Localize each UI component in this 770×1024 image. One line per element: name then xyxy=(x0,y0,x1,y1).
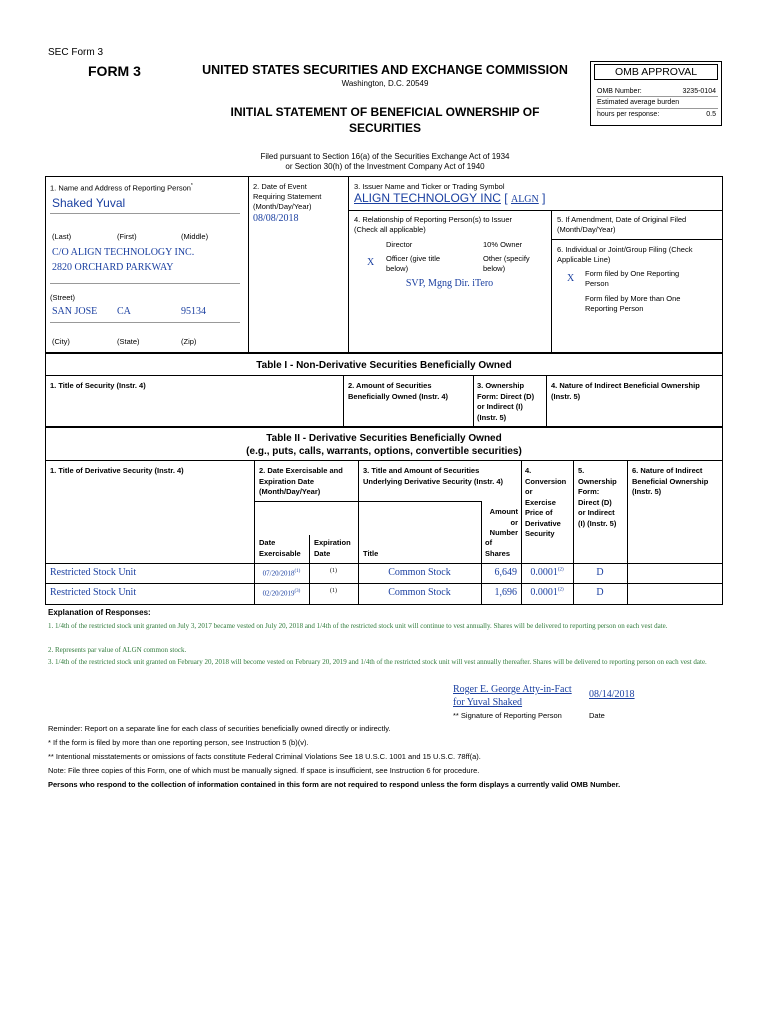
omb-hours: 0.5 xyxy=(706,111,716,118)
state-value: CA xyxy=(117,306,131,317)
other-option-line1: Other (specify xyxy=(483,254,530,263)
table-2-sub-title: Title xyxy=(363,549,379,558)
instruction-note-2: ** Intentional misstatements or omissions of facts constitute Federal Criminal Violations See 18 U.S.C. 1001 and 15 U.S.C. 78ff(a). xyxy=(48,752,481,761)
table-2-sub-date-exercisable: Date Exercisable xyxy=(259,538,301,558)
joint-filing-label2: Applicable Line) xyxy=(557,255,611,264)
table-2-sub-amount: Amount or Number xyxy=(489,507,518,537)
table-1-title: Table I - Non-Derivative Securities Beneficially Owned xyxy=(256,360,512,371)
zip-value: 95134 xyxy=(181,306,206,317)
state-label: (State) xyxy=(117,337,140,346)
row1-shares: 6,649 xyxy=(494,567,517,578)
table-2-sub-amount-cont: of Shares xyxy=(485,538,511,558)
address-line2: 2820 ORCHARD PARKWAY xyxy=(52,262,174,273)
omb-number: 3235-0104 xyxy=(682,88,716,95)
table-2-title2: (e.g., puts, calls, warrants, options, convertible securities) xyxy=(246,446,522,457)
event-date-label1: 2. Date of Event xyxy=(253,182,307,191)
middle-label: (Middle) xyxy=(181,232,209,241)
row1-form: D xyxy=(596,567,604,578)
signature-date-label: Date xyxy=(589,711,605,720)
omb-notice: Persons who respond to the collection of information contained in this form are not required to respond unless the form displays a currently valid OMB Number. xyxy=(48,780,621,789)
row2-shares: 1,696 xyxy=(494,587,517,598)
table-row: Restricted Stock Unit xyxy=(50,567,137,578)
signature-date: 08/14/2018 xyxy=(589,689,635,700)
table-1-col-nature: 4. Nature of Indirect Beneficial Ownership (Instr. 5) xyxy=(551,381,700,401)
instruction-note-1: * If the form is filed by more than one reporting person, see Instruction 5 (b)(v). xyxy=(48,738,309,747)
issuer-name-line: ALIGN TECHNOLOGY INC [ ALGN ] xyxy=(354,191,546,205)
officer-option-line2: below) xyxy=(386,264,409,273)
event-date-label2: Requiring Statement xyxy=(253,192,322,201)
city-label: (City) xyxy=(52,337,70,346)
table-2-col-title: 1. Title of Derivative Security (Instr. 4) xyxy=(50,466,184,475)
omb-number-label: OMB Number: xyxy=(597,88,642,95)
omb-approval-title: OMB APPROVAL xyxy=(594,64,718,80)
form-number: FORM 3 xyxy=(88,63,141,79)
table-2-col-ownership: 5. Ownership Form: Direct (D) or Indirect (I) (Instr. 5) xyxy=(578,466,617,528)
event-date-label3: (Month/Day/Year) xyxy=(253,202,312,211)
table-1-col-amount: 2. Amount of Securities Beneficially Owned (Instr. 4) xyxy=(348,381,449,401)
issuer-name: ALIGN TECHNOLOGY INC xyxy=(354,191,501,205)
row2-price: 0.0001$^{(2)}$ xyxy=(530,587,564,598)
row2-exercisable: 02/20/2019$^{(3)}$ xyxy=(262,589,301,598)
instruction-note-3: Note: File three copies of this Form, one of which must be manually signed. If space is insufficient, see Instruction 6 for procedure. xyxy=(48,766,480,775)
table-1-col-ownership: 3. Ownership Form: Direct (D) or Indirect (I) (Instr. 5) xyxy=(477,381,535,422)
officer-option-line1: Officer (give title xyxy=(386,254,441,263)
omb-burden-label: Estimated average burden xyxy=(597,99,680,106)
agency-city: Washington, D.C. 20549 xyxy=(341,79,429,88)
director-option: Director xyxy=(386,240,413,249)
multi-person-option-line1: Form filed by More than One xyxy=(585,294,681,303)
address-line1: C/O ALIGN TECHNOLOGY INC. xyxy=(52,247,195,258)
filed-pursuant-line1: Filed pursuant to Section 16(a) of the Securities Exchange Act of 1934 xyxy=(260,152,510,161)
table-2-col-nature: 6. Nature of Indirect Beneficial Ownership (Instr. 5) xyxy=(632,466,709,496)
table-2-sub-expiration: Expiration Date xyxy=(314,538,351,558)
row1-expiration: (1) xyxy=(330,568,337,574)
filed-pursuant-line2: or Section 30(h) of the Investment Company Act of 1940 xyxy=(285,162,485,171)
row2-form: D xyxy=(596,587,604,598)
row1-exercisable: 07/20/2018$^{(1)}$ xyxy=(262,569,301,578)
signature-name: Roger E. George Atty-in-Fact for Yuval Shaked xyxy=(453,684,572,708)
officer-checkmark: X xyxy=(367,257,375,268)
footnote-3: 3. 1/4th of the restricted stock unit granted on February 20, 2018 will become vested on February 20, 2019 and 1/4th of the restricted stock unit will vest annually thereafter. Shares will be delivered to reporting person on each vest date. xyxy=(48,658,707,666)
form-title-line2: SECURITIES xyxy=(348,121,421,135)
other-option-line2: below) xyxy=(483,264,506,273)
street-label: (Street) xyxy=(50,293,76,302)
reporting-person-name: Shaked Yuval xyxy=(52,196,126,210)
relationship-label1: 4. Relationship of Reporting Person(s) to Issuer xyxy=(354,215,512,224)
last-label: (Last) xyxy=(52,232,72,241)
reporting-person-label: 1. Name and Address of Reporting Person* xyxy=(50,183,193,193)
relationship-label2: (Check all applicable) xyxy=(354,225,426,234)
event-date-value: 08/08/2018 xyxy=(253,213,299,224)
table-2-col-conversion: 4. Conversion or Exercise Price of Derivative Security xyxy=(525,466,567,538)
row2-underlying-title: Common Stock xyxy=(388,587,451,598)
table-1-col-title: 1. Title of Security (Instr. 4) xyxy=(50,381,146,390)
table-row: Restricted Stock Unit xyxy=(50,587,137,598)
footnote-2: 2. Represents par value of ALGN common stock. xyxy=(48,646,187,654)
amendment-label2: (Month/Day/Year) xyxy=(557,225,616,234)
one-person-option-line2: Person xyxy=(585,279,609,288)
officer-title: SVP, Mgng Dir. iTero xyxy=(405,278,494,289)
city-value: SAN JOSE xyxy=(52,306,98,317)
first-label: (First) xyxy=(117,232,137,241)
multi-person-option-line2: Reporting Person xyxy=(585,304,644,313)
footnote-1: 1. 1/4th of the restricted stock unit granted on July 3, 2017 became vested on July 20, 2018 and 1/4th of the restricted stock unit will continue to vest annually. Shares will be delivered to reporting person on each vest date. xyxy=(48,622,668,630)
reminder-text: Reminder: Report on a separate line for each class of securities beneficially owned directly or indirectly. xyxy=(48,724,391,733)
form-title-line1: INITIAL STATEMENT OF BENEFICIAL OWNERSHIP OF xyxy=(230,105,540,119)
one-person-option-line1: Form filed by One Reporting xyxy=(585,269,680,278)
table-2-col-underlying: 3. Title and Amount of Securities Underlying Derivative Security (Instr. 4) xyxy=(363,466,504,486)
issuer-ticker: ALGN xyxy=(510,194,539,205)
explanation-title: Explanation of Responses: xyxy=(48,608,151,617)
zip-label: (Zip) xyxy=(181,337,197,346)
ten-percent-option: 10% Owner xyxy=(483,240,523,249)
amendment-label1: 5. If Amendment, Date of Original Filed xyxy=(557,215,687,224)
joint-filing-label1: 6. Individual or Joint/Group Filing (Check xyxy=(557,245,693,254)
omb-hours-label: hours per response: xyxy=(597,111,660,118)
agency-name: UNITED STATES SECURITIES AND EXCHANGE COMMISSION xyxy=(202,63,568,77)
signature-label: ** Signature of Reporting Person xyxy=(453,711,562,720)
row1-price: 0.0001$^{(2)}$ xyxy=(530,567,564,578)
sec-form-label: SEC Form 3 xyxy=(48,47,104,58)
one-person-checkmark: X xyxy=(567,273,575,284)
row2-expiration: (1) xyxy=(330,588,337,594)
table-2-col-dates: 2. Date Exercisable and Expiration Date (Month/Day/Year) xyxy=(259,466,343,496)
table-2-title1: Table II - Derivative Securities Beneficially Owned xyxy=(266,433,502,444)
issuer-label: 3. Issuer Name and Ticker or Trading Symbol xyxy=(354,182,505,191)
row1-underlying-title: Common Stock xyxy=(388,567,451,578)
